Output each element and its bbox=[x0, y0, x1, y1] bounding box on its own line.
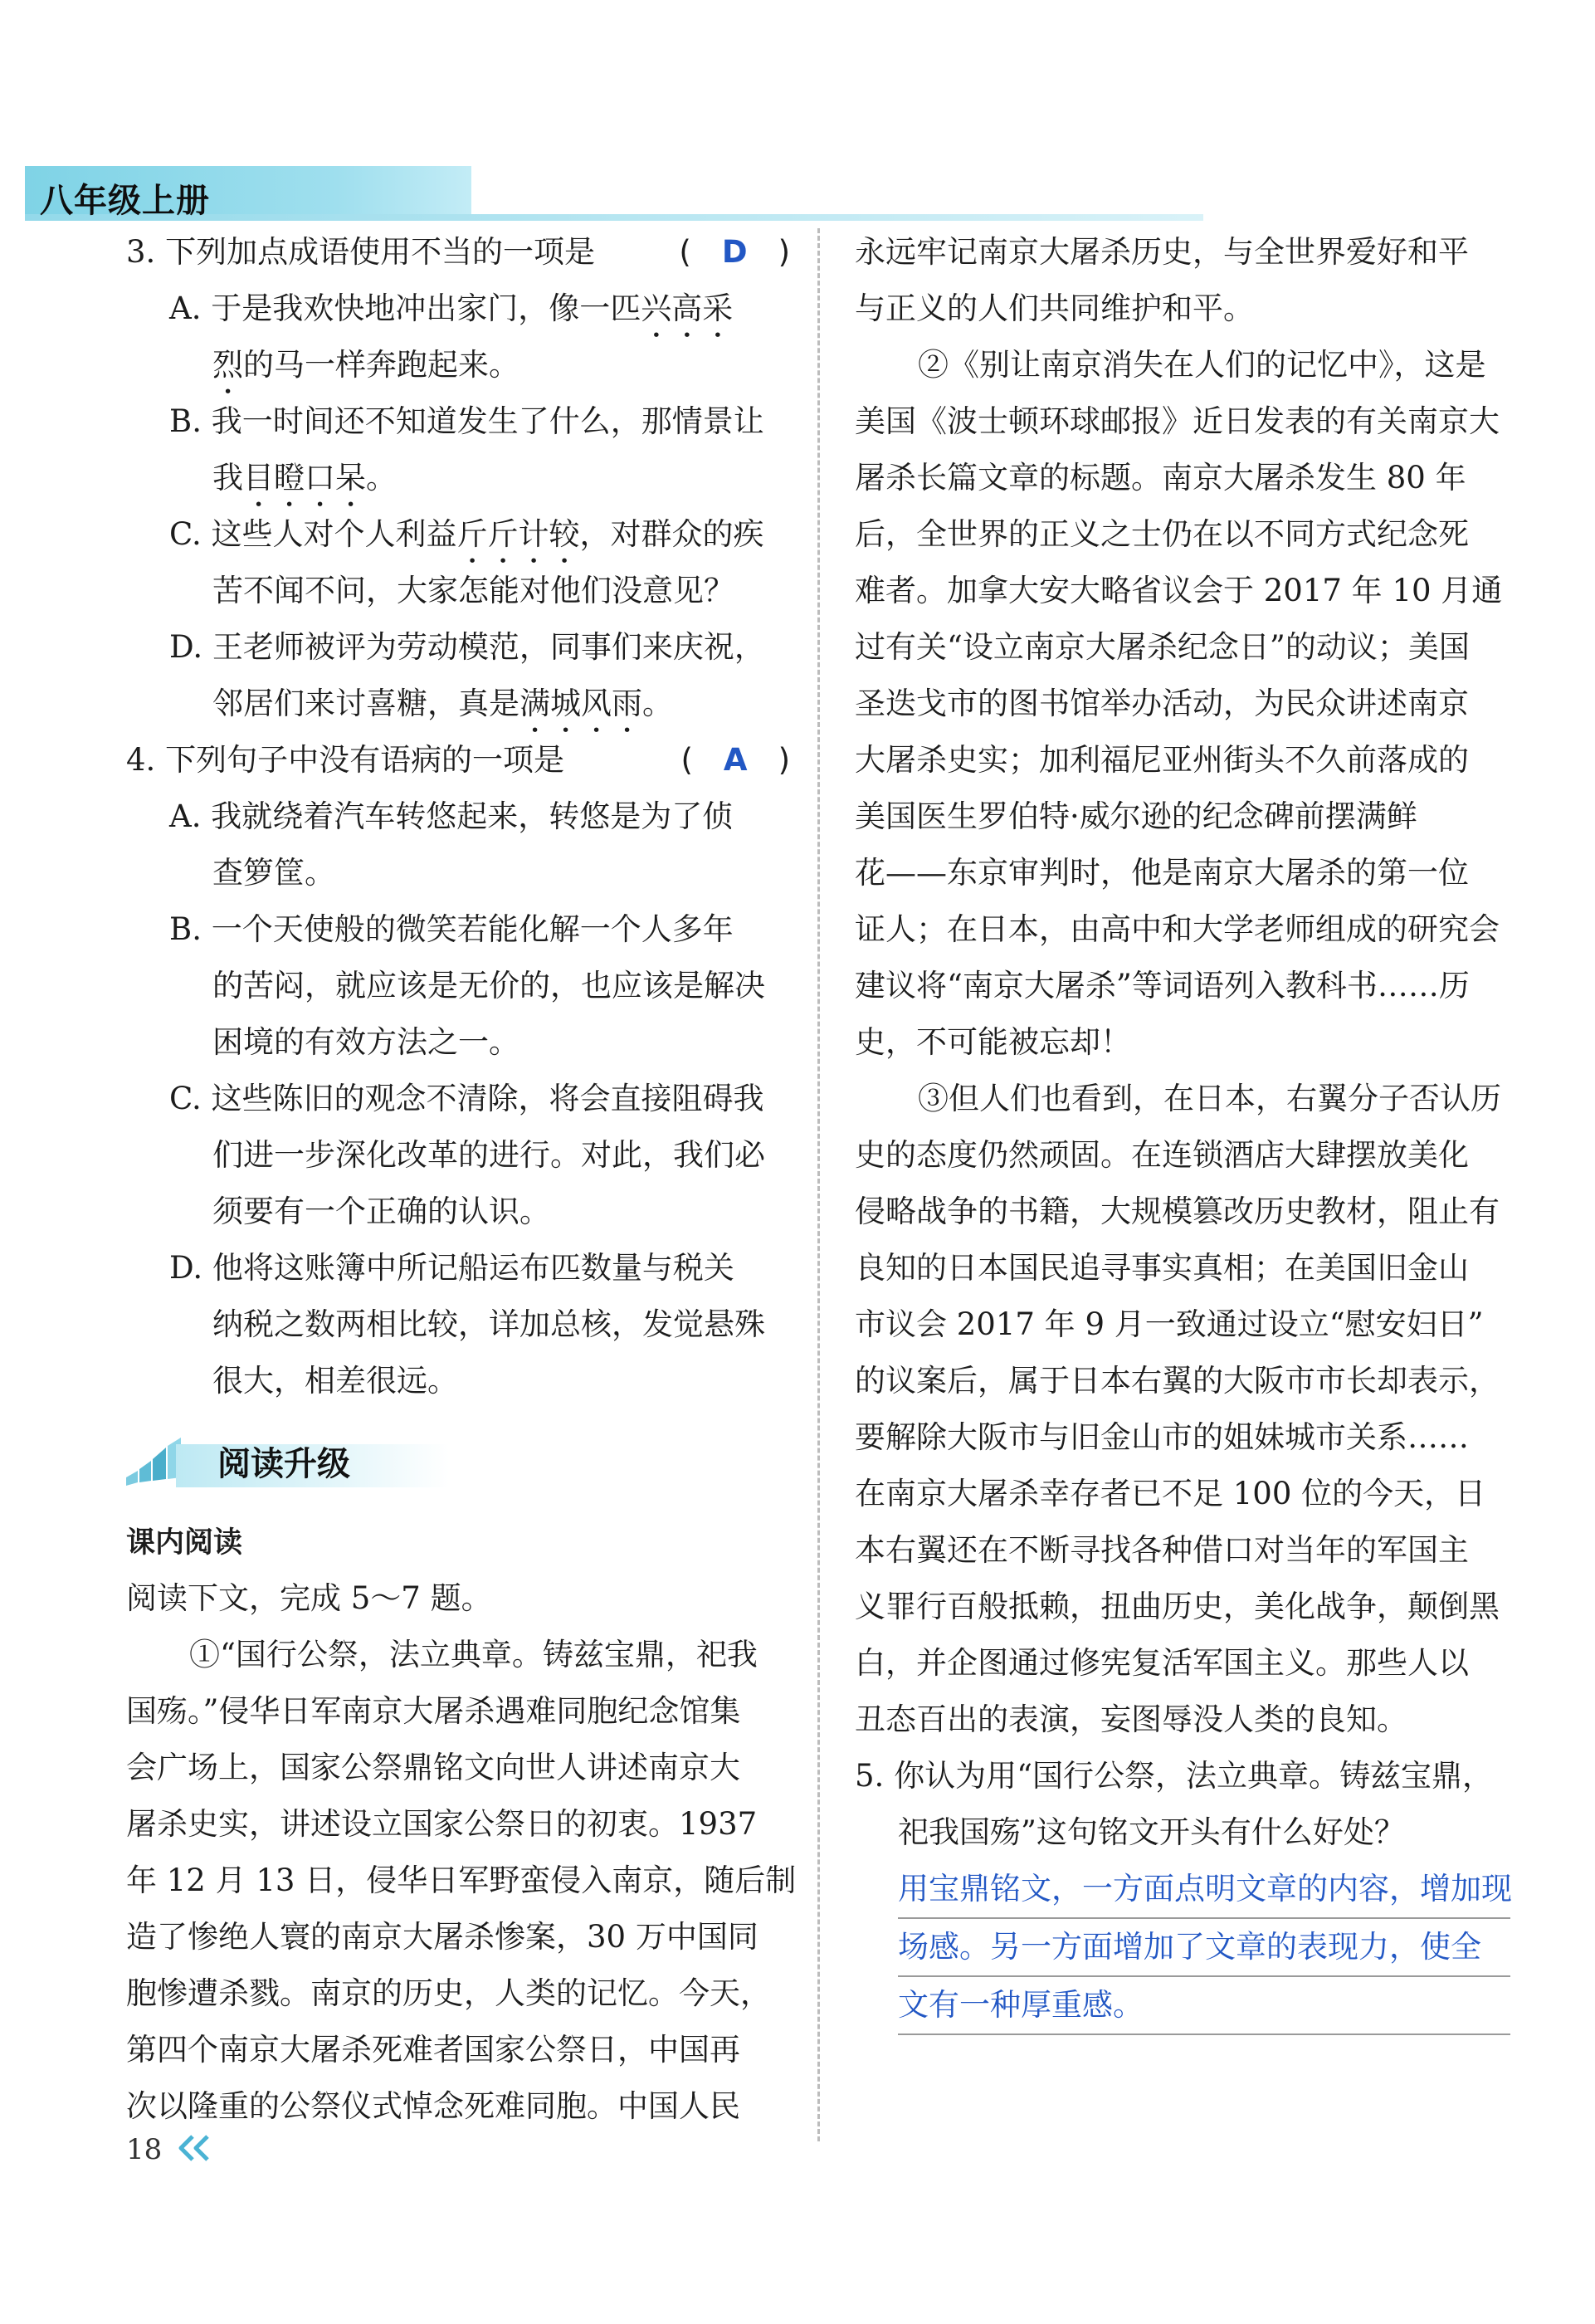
paragraph-2-line: 屠杀长篇文章的标题。南京大屠杀发生 80 年 bbox=[855, 460, 1466, 496]
paragraph-2-line: 建议将“南京大屠杀”等词语列入教科书……历 bbox=[855, 968, 1470, 1003]
paragraph-3-line: 丑态百出的表演，妄图辱没人类的良知。 bbox=[855, 1702, 1407, 1737]
sub-heading: 课内阅读 bbox=[126, 1526, 243, 1560]
paragraph-1-line: 屠杀史实，讲述设立国家公祭日的初衷。1937 bbox=[126, 1806, 758, 1842]
handwritten-answer-line: 用宝鼎铭文，一方面点明文章的内容，增加现 bbox=[898, 1861, 1510, 1919]
q4-option-d-cont: 纳税之数两相比较，详加总核，发觉悬殊 bbox=[212, 1306, 765, 1342]
paragraph-2-line: 证人；在日本，由高中和大学老师组成的研究会 bbox=[855, 911, 1500, 947]
q4-option-d-cont2: 很大，相差很远。 bbox=[212, 1363, 458, 1399]
paragraph-2-line: 美国《波士顿环球邮报》近日发表的有关南京大 bbox=[855, 403, 1500, 439]
q3-option-b-cont: 我目瞪口呆。 bbox=[212, 460, 397, 496]
paragraph-3-line: 在南京大屠杀幸存者已不足 100 位的今天，日 bbox=[855, 1476, 1486, 1511]
paragraph-1-line: 造了惨绝人寰的南京大屠杀惨案，30 万中国同 bbox=[126, 1919, 758, 1955]
page-number: 18 bbox=[126, 2133, 163, 2166]
q3-option-b: B. 我一时间还不知道发生了什么，那情景让 bbox=[169, 403, 764, 439]
question-4-answer bbox=[680, 732, 790, 788]
paragraph-2-line: 美国医生罗伯特·威尔逊的纪念碑前摆满鲜 bbox=[855, 798, 1417, 834]
page-header-title: 八年级上册 bbox=[40, 182, 210, 220]
paragraph-3-line: 义罪行百般抵赖，扭曲历史，美化战争，颠倒黑 bbox=[855, 1589, 1500, 1624]
paragraph-3-line: 要解除大阪市与旧金山市的姐妹城市关系…… bbox=[855, 1419, 1469, 1455]
column-divider bbox=[817, 228, 820, 2141]
answer-letter: A bbox=[723, 742, 748, 778]
paragraph-1-line: 年 12 月 13 日，侵华日军野蛮侵入南京，随后制 bbox=[126, 1863, 797, 1898]
paragraph-1-line: 国殇。”侵华日军南京大屠杀遇难同胞纪念馆集 bbox=[126, 1693, 741, 1729]
paragraph-1-line: ①“国行公祭，法立典章。铸兹宝鼎，祀我 bbox=[189, 1637, 758, 1672]
section-heading bbox=[126, 1416, 790, 1516]
answer-letter: D bbox=[721, 234, 748, 270]
paragraph-2-line: 史，不可能被忘却！ bbox=[855, 1024, 1131, 1060]
q3-option-c: C. 这些人对个人利益斤斤计较，对群众的疾 bbox=[169, 516, 764, 552]
paragraph-2-line: ②《别让南京消失在人们的记忆中》，这是 bbox=[918, 347, 1486, 383]
paragraph-2-line: 难者。加拿大安大略省议会于 2017 年 10 月通 bbox=[855, 573, 1503, 608]
answer-open: ( bbox=[679, 234, 691, 270]
answer-close: ) bbox=[778, 234, 790, 270]
q4-option-c-cont2: 须要有一个正确的认识。 bbox=[212, 1194, 550, 1229]
handwritten-answer-line: 文有一种厚重感。 bbox=[898, 1977, 1510, 2035]
answer-open: ( bbox=[680, 742, 693, 778]
q4-option-b-cont2: 困境的有效方法之一。 bbox=[212, 1024, 519, 1060]
right-column bbox=[855, 224, 1510, 2035]
q4-option-b: B. 一个天使般的微笑若能化解一个人多年 bbox=[169, 911, 734, 947]
q3-option-d: D. 王老师被评为劳动模范，同事们来庆祝， bbox=[169, 629, 765, 665]
q4-option-c: C. 这些陈旧的观念不清除，将会直接阻碍我 bbox=[169, 1081, 764, 1116]
paragraph-1-line: 与正义的人们共同维护和平。 bbox=[855, 290, 1254, 326]
paragraph-1-line: 永远牢记南京大屠杀历史，与全世界爱好和平 bbox=[855, 234, 1469, 270]
paragraph-3-line: 白，并企图通过修宪复活军国主义。那些人以 bbox=[855, 1645, 1469, 1681]
q3-option-c-cont: 苦不闻不问，大家怎能对他们没意见？ bbox=[212, 573, 734, 608]
q4-option-a-cont: 查箩筐。 bbox=[212, 855, 335, 891]
handwritten-answer-line: 场感。另一方面增加了文章的表现力，使全 bbox=[898, 1919, 1510, 1977]
question-5-stem: 5. 你认为用“国行公祭，法立典章。铸兹宝鼎， bbox=[855, 1758, 1493, 1794]
q3-option-a: A. 于是我欢快地冲出家门，像一匹兴高采 bbox=[169, 290, 734, 326]
q4-option-a: A. 我就绕着汽车转悠起来，转悠是为了侦 bbox=[169, 798, 734, 834]
paragraph-1-line: 胞惨遭杀戮。南京的历史，人类的记忆。今天， bbox=[126, 1975, 771, 2011]
double-chevron-left-icon bbox=[176, 2133, 212, 2163]
reading-instruction: 阅读下文，完成 5～7 题。 bbox=[126, 1580, 492, 1616]
question-4 bbox=[126, 732, 790, 788]
paragraph-2-line: 大屠杀史实；加利福尼亚州街头不久前落成的 bbox=[855, 742, 1469, 778]
paragraph-2-line: 后，全世界的正义之士仍在以不同方式纪念死 bbox=[855, 516, 1469, 552]
question-5-answer-area bbox=[855, 1861, 1510, 2035]
q4-option-d: D. 他将这账簿中所记船运布匹数量与税关 bbox=[169, 1250, 734, 1286]
paragraph-1-line: 次以隆重的公祭仪式悼念死难同胞。中国人民 bbox=[126, 2088, 740, 2124]
paragraph-3-line: 良知的日本国民追寻事实真相；在美国旧金山 bbox=[855, 1250, 1469, 1286]
paragraph-3-line: 市议会 2017 年 9 月一致通过设立“慰安妇日” bbox=[855, 1306, 1484, 1342]
left-column bbox=[126, 224, 797, 2135]
question-5-stem-cont: 祀我国殇”这句铭文开头有什么好处？ bbox=[898, 1814, 1405, 1850]
q3-option-d-cont: 邻居们来讨喜糖，真是满城风雨。 bbox=[212, 686, 673, 721]
paragraph-1-line: 第四个南京大屠杀死难者国家公祭日，中国再 bbox=[126, 2032, 740, 2068]
paragraph-1-line: 会广场上，国家公祭鼎铭文向世人讲述南京大 bbox=[126, 1750, 740, 1785]
paragraph-3-line: ③但人们也看到，在日本，右翼分子否认历 bbox=[918, 1081, 1501, 1116]
question-3 bbox=[126, 224, 790, 281]
q4-option-b-cont: 的苦闷，就应该是无价的，也应该是解决 bbox=[212, 968, 765, 1003]
answer-close: ) bbox=[778, 742, 790, 778]
paragraph-3-line: 本右翼还在不断寻找各种借口对当年的军国主 bbox=[855, 1532, 1469, 1568]
paragraph-2-line: 花——东京审判时，他是南京大屠杀的第一位 bbox=[855, 855, 1469, 891]
paragraph-3-line: 史的态度仍然顽固。在连锁酒店大肆摆放美化 bbox=[855, 1137, 1469, 1173]
q3-option-a-cont: 烈的马一样奔跑起来。 bbox=[212, 347, 519, 383]
section-title: 阅读升级 bbox=[217, 1445, 350, 1483]
question-4-stem: 4. 下列句子中没有语病的一项是 bbox=[126, 742, 565, 778]
paragraph-3-line: 侵略战争的书籍，大规模篡改历史教材，阻止有 bbox=[855, 1194, 1500, 1229]
q4-option-c-cont: 们进一步深化改革的进行。对此，我们必 bbox=[212, 1137, 765, 1173]
question-3-answer bbox=[679, 224, 790, 281]
paragraph-2-line: 过有关“设立南京大屠杀纪念日”的动议；美国 bbox=[855, 629, 1470, 665]
paragraph-3-line: 的议案后，属于日本右翼的大阪市市长却表示， bbox=[855, 1363, 1500, 1399]
question-3-stem: 3. 下列加点成语使用不当的一项是 bbox=[126, 234, 596, 270]
paragraph-2-line: 圣迭戈市的图书馆举办活动，为民众讲述南京 bbox=[855, 686, 1469, 721]
